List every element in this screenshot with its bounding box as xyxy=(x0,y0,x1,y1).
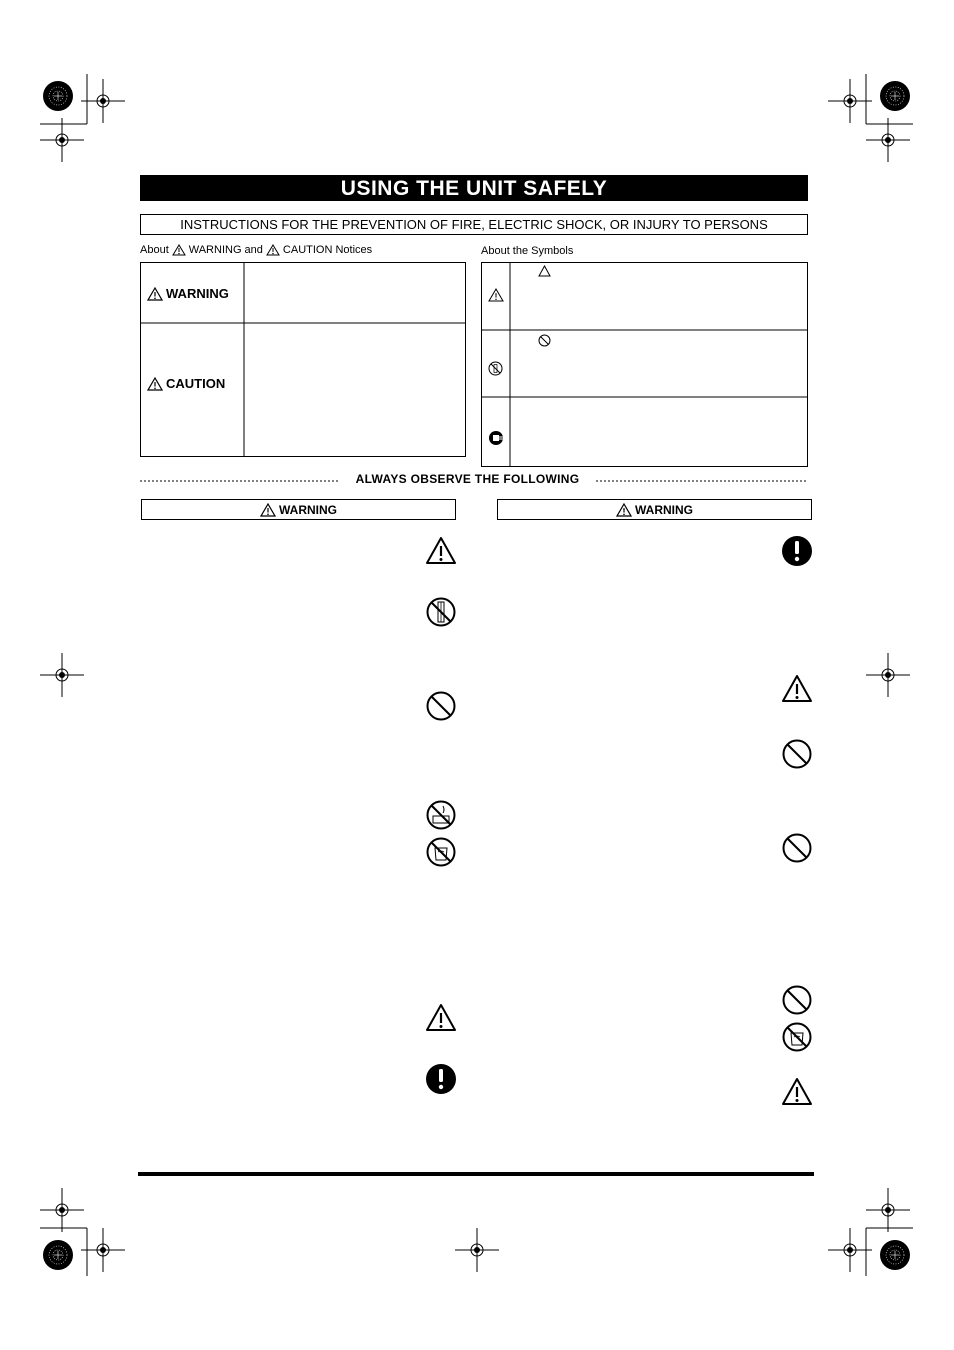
left-warning-header xyxy=(141,499,456,520)
warning-triangle-icon xyxy=(781,1076,813,1108)
right-warning-header xyxy=(497,499,812,520)
prohibited-icon xyxy=(781,738,813,770)
mandatory-icon xyxy=(425,1063,457,1095)
left-warning-header-text: WARNING xyxy=(279,502,337,517)
symbols-table xyxy=(481,262,809,468)
notices-heading xyxy=(140,244,372,256)
prohibited-icon xyxy=(781,832,813,864)
caution-notice-text: CAUTION xyxy=(166,376,226,391)
no-disassemble-icon xyxy=(425,596,457,628)
warning-triangle-icon xyxy=(147,377,163,391)
prohibited-icon xyxy=(425,690,457,722)
warning-triangle-icon xyxy=(425,1002,457,1034)
warning-triangle-icon xyxy=(260,503,276,517)
prohibited-icon xyxy=(781,984,813,1016)
right-warning-header-text: WARNING xyxy=(635,502,693,517)
unplug-icon xyxy=(488,430,504,446)
no-water-icon xyxy=(425,836,457,868)
no-disassemble-icon xyxy=(488,361,503,376)
mandatory-icon xyxy=(781,535,813,567)
triangle-symbol-icon xyxy=(538,265,551,277)
warning-triangle-icon xyxy=(147,287,163,301)
caution-notice-label xyxy=(147,376,225,391)
notices-caution-label: CAUTION Notices xyxy=(282,244,373,256)
warning-triangle-icon xyxy=(266,244,280,256)
prohibited-symbol-icon xyxy=(538,334,551,347)
warning-triangle-icon xyxy=(781,673,813,705)
notices-about-label: About xyxy=(140,244,169,256)
no-wet-hands-icon xyxy=(425,799,457,831)
section-title: ALWAYS OBSERVE THE FOLLOWING xyxy=(340,472,595,486)
symbols-heading: About the Symbols xyxy=(481,245,574,257)
footer-rule xyxy=(138,1172,814,1176)
warning-triangle-icon xyxy=(172,244,186,256)
subtitle-box: INSTRUCTIONS FOR THE PREVENTION OF FIRE, ELECTRIC SHOCK, OR INJURY TO PERSONS xyxy=(140,214,808,235)
warning-notice-text: WARNING xyxy=(166,286,229,301)
no-water-icon xyxy=(781,1021,813,1053)
warning-triangle-icon xyxy=(488,288,504,302)
warning-notice-label xyxy=(147,286,229,301)
warning-triangle-icon xyxy=(425,535,457,567)
notices-warning-label: WARNING and xyxy=(188,244,263,256)
warning-triangle-icon xyxy=(616,503,632,517)
page-title: USING THE UNIT SAFELY xyxy=(140,175,808,201)
